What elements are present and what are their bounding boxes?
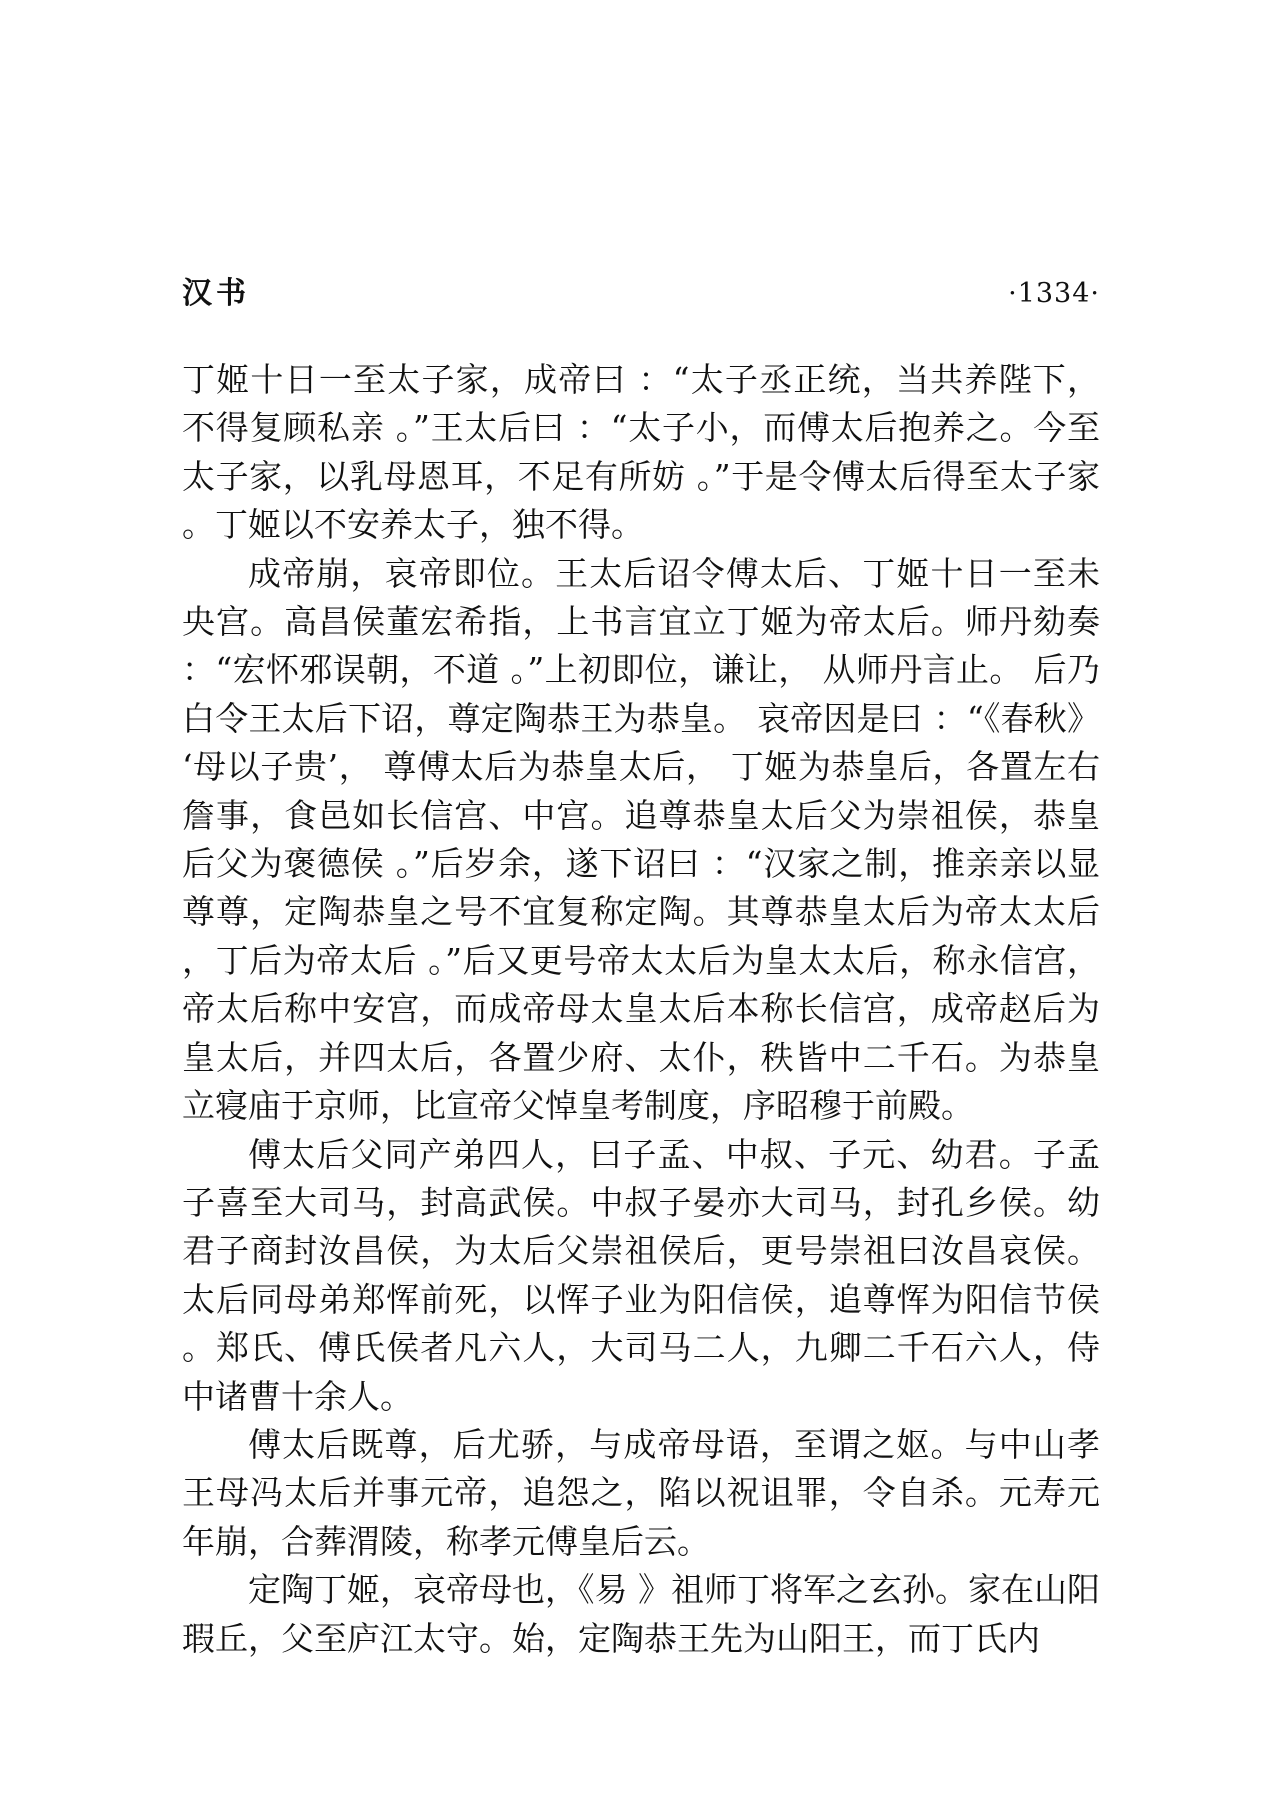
body-text (182, 356, 1100, 1663)
page-number: ·1334· (1008, 278, 1100, 309)
paragraph-4: 傅太后既尊，后尤骄，与成帝母语，至谓之妪。与中山孝王母冯太后并事元帝，追怨之，陷以祝诅罪，令自杀。元寿元年崩，合葬渭陵，称孝元傅皇后云。 (182, 1424, 1100, 1561)
book-title: 汉书 (182, 276, 250, 311)
paragraph-1: 丁姬十日一至太子家，成帝曰 ：“太子丞正统，当共养陛下，不得复顾私亲 。”王太后曰 ：“太子小，而傅太后抱养之。今至太子家，以乳母恩耳，不足有所妨 。”于是令傅太后得至太子家。丁姬以不安养太子，独不得。 (182, 360, 1100, 545)
paragraph-2: 成帝崩，哀帝即位。王太后诏令傅太后、丁姬十日一至未央宫。高昌侯董宏希指，上书言宜立丁姬为帝太后。师丹劾奏：“宏怀邪误朝，不道 。”上初即位，谦让， 从师丹言止。 后乃白令王太后下诏，尊定陶恭王为恭皇。 哀帝因是曰 ：“《春秋》‘母以子贵’， 尊傅太后为恭皇太后， 丁姬为恭皇后，各置左右詹事，食邑如长信宫、中宫。追尊恭皇太后父为崇祖侯，恭皇后父为褒德侯 。”后岁余，遂下诏曰 ：“汉家之制，推亲亲以显尊尊，定陶恭皇之号不宜复称定陶。其尊恭皇太后为帝太太后，丁后为帝太后 。”后又更号帝太太后为皇太太后，称永信宫，帝太后称中安宫，而成帝母太皇太后本称长信宫，成帝赵后为皇太后，并四太后，各置少府、太仆，秩皆中二千石。为恭皇立寝庙于京师，比宣帝父悼皇考制度，序昭穆于前殿。 (182, 553, 1100, 1126)
paragraph-3: 傅太后父同产弟四人，曰子孟、中叔、子元、幼君。子孟子喜至大司马，封高武侯。中叔子晏亦大司马，封孔乡侯。幼君子商封汝昌侯，为太后父崇祖侯后，更号崇祖曰汝昌哀侯。太后同母弟郑恽前死，以恽子业为阳信侯，追尊恽为阳信节侯。郑氏、傅氏侯者凡六人，大司马二人，九卿二千石六人，侍中诸曹十余人。 (182, 1134, 1100, 1416)
paragraph-5: 定陶丁姬，哀帝母也，《易 》祖师丁将军之玄孙。家在山阳瑕丘，父至庐江太守。始，定陶恭王先为山阳王，而丁氏内 (182, 1570, 1100, 1658)
running-header (182, 270, 1100, 318)
